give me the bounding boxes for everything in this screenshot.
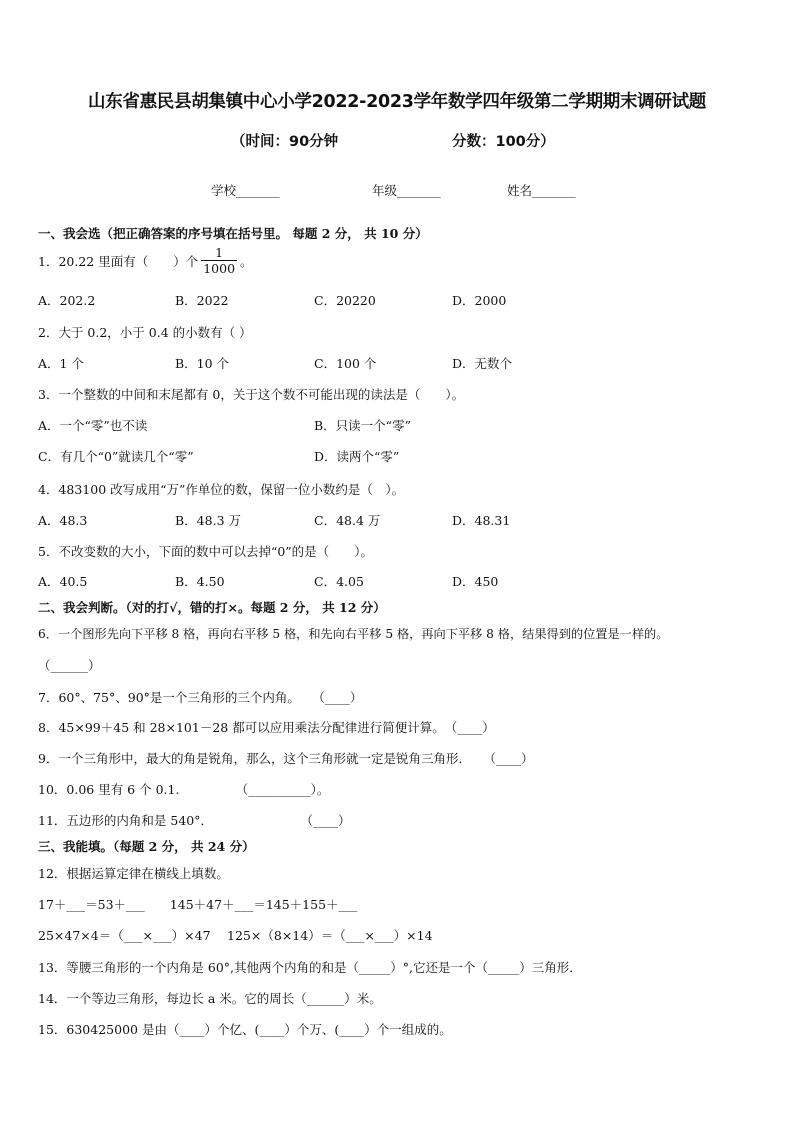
question-11: 11．五边形的内角和是 540°． （____） bbox=[38, 813, 351, 828]
q4-option-b[interactable]: B．48.3 万 bbox=[175, 513, 241, 528]
q4-option-a[interactable]: A．48.3 bbox=[38, 513, 88, 528]
section-1-heading: 一、我会选（把正确答案的序号填在括号里。 每题 2 分， 共 10 分） bbox=[38, 226, 428, 241]
question-8: 8．45×99＋45 和 28×101－28 都可以应用乘法分配律进行简便计算。 （____） bbox=[38, 720, 495, 735]
q2-option-a[interactable]: A．1 个 bbox=[38, 356, 84, 371]
q4-option-c[interactable]: C．48.4 万 bbox=[314, 513, 381, 528]
question-7: 7．60°、75°、90°是一个三角形的三个内角。 （____） bbox=[38, 690, 363, 705]
question-3: 3．一个整数的中间和末尾都有 0，关于这个数不可能出现的读法是（ ）。 bbox=[38, 387, 465, 402]
school-field: 学校_______ bbox=[211, 183, 280, 198]
question-15: 15．630425000 是由（____）个亿、(____）个万、(____）个一组成的。 bbox=[38, 1022, 452, 1037]
exam-title: 山东省惠民县胡集镇中心小学2022-2023学年数学四年级第二学期期末调研试题 bbox=[88, 92, 706, 112]
q3-option-c[interactable]: C．有几个“0”就读几个“零” bbox=[38, 449, 194, 464]
question-12-row-1: 17＋___＝53＋___ 145＋47＋___＝145＋155＋___ bbox=[38, 897, 358, 912]
q1-option-d[interactable]: D．2000 bbox=[452, 293, 507, 308]
q2-option-c[interactable]: C．100 个 bbox=[314, 356, 377, 371]
question-6-answer-blank[interactable]: （______） bbox=[38, 658, 101, 673]
grade-field: 年级_______ bbox=[372, 183, 441, 198]
q5-option-a[interactable]: A．40.5 bbox=[38, 574, 88, 589]
q5-option-b[interactable]: B．4.50 bbox=[175, 574, 225, 589]
exam-time: （时间：90分钟 bbox=[231, 134, 339, 150]
name-field: 姓名_______ bbox=[507, 183, 576, 198]
q5-option-d[interactable]: D．450 bbox=[452, 574, 499, 589]
q5-option-c[interactable]: C．4.05 bbox=[314, 574, 364, 589]
fraction-numerator: 1 bbox=[215, 245, 224, 260]
q2-option-d[interactable]: D．无数个 bbox=[452, 356, 513, 371]
q1-option-b[interactable]: B．2022 bbox=[175, 293, 229, 308]
question-2: 2．大于 0.2，小于 0.4 的小数有（ ） bbox=[38, 325, 252, 340]
q1-option-c[interactable]: C．20220 bbox=[314, 293, 376, 308]
question-13: 13．等腰三角形的一个内角是 60°,其他两个内角的和是（_____）°,它还是一个（_____）三角形． bbox=[38, 960, 582, 975]
question-12-row-2: 25×47×4＝（___×___）×47 125×（8×14）＝（___×___）×14 bbox=[38, 928, 433, 943]
fraction bbox=[201, 245, 237, 276]
question-4: 4．483100 改写成用“万”作单位的数，保留一位小数约是（ ）。 bbox=[38, 482, 405, 497]
q4-option-d[interactable]: D．48.31 bbox=[452, 513, 511, 528]
question-1-stem: 1．20.22 里面有（ ）个 bbox=[38, 253, 199, 269]
question-12: 12．根据运算定律在横线上填数。 bbox=[38, 866, 229, 881]
section-3-heading: 三、我能填。（每题 2 分， 共 24 分） bbox=[38, 839, 255, 854]
fraction-denominator: 1000 bbox=[203, 261, 236, 276]
question-9: 9．一个三角形中，最大的角是锐角，那么，这个三角形就一定是锐角三角形． （____） bbox=[38, 751, 534, 766]
question-1 bbox=[38, 245, 253, 276]
q3-option-b[interactable]: B．只读一个“零” bbox=[314, 418, 411, 433]
question-1-end: 。 bbox=[240, 253, 253, 269]
question-14: 14．一个等边三角形，每边长 a 米。它的周长（______）米。 bbox=[38, 991, 382, 1006]
section-2-heading: 二、我会判断。（对的打√，错的打×。每题 2 分， 共 12 分） bbox=[38, 600, 386, 615]
q2-option-b[interactable]: B．10 个 bbox=[175, 356, 230, 371]
q1-option-a[interactable]: A．202.2 bbox=[38, 293, 96, 308]
q3-option-d[interactable]: D．读两个“零” bbox=[314, 449, 400, 464]
question-6: 6．一个图形先向下平移 8 格，再向右平移 5 格，和先向右平移 5 格，再向下平移 8 格，结果得到的位置是一样的。 bbox=[38, 627, 669, 641]
exam-score: 分数：100分） bbox=[452, 134, 555, 150]
question-5: 5．不改变数的大小，下面的数中可以去掉“0”的是（ ）。 bbox=[38, 544, 373, 559]
q3-option-a[interactable]: A．一个“零”也不读 bbox=[38, 418, 148, 433]
question-10: 10．0.06 里有 6 个 0.1. （__________）。 bbox=[38, 782, 330, 797]
